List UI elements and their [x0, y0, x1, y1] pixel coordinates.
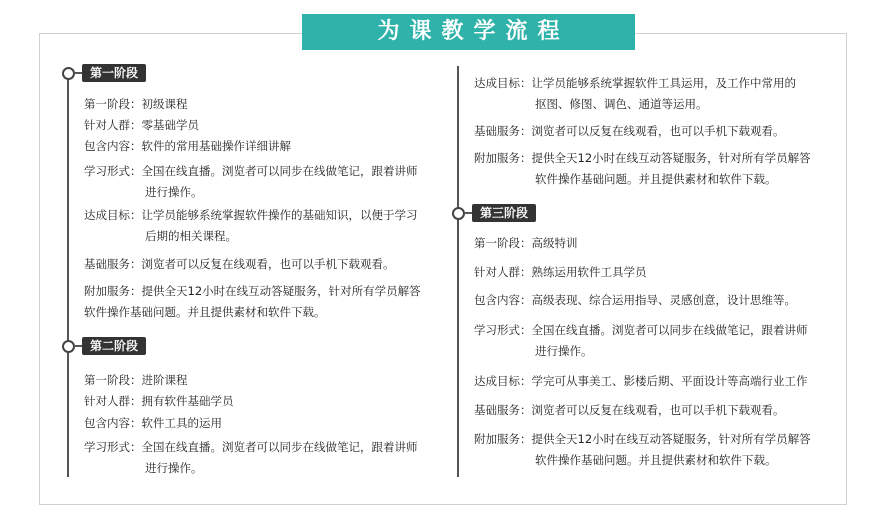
list-item-continuation: 后期的相关课程。	[145, 229, 237, 243]
list-item: 附加服务：提供全天12小时在线互动答疑服务，针对所有学员解答	[474, 151, 811, 165]
list-item: 针对人群：熟练运用软件工具学员	[474, 265, 647, 279]
list-item: 达成目标：让学员能够系统掌握软件工具运用，及工作中常用的	[474, 76, 796, 90]
list-item-continuation: 软件操作基础问题。并且提供素材和软件下载。	[535, 453, 777, 467]
stage1-label: 第一阶段	[82, 64, 146, 82]
list-item: 学习形式：全国在线直播。浏览者可以同步在线做笔记，跟着讲师	[84, 440, 418, 454]
list-item-continuation: 软件操作基础问题。并且提供素材和软件下载。	[84, 305, 326, 319]
list-item: 附加服务：提供全天12小时在线互动答疑服务，针对所有学员解答	[84, 284, 421, 298]
list-item: 第一阶段：进阶课程	[84, 373, 188, 387]
list-item: 第一阶段：高级特训	[474, 236, 578, 250]
list-item-continuation: 抠图、修图、调色、通道等运用。	[535, 97, 708, 111]
list-item-continuation: 进行操作。	[535, 344, 593, 358]
list-item: 基础服务：浏览者可以反复在线观看，也可以手机下载观看。	[474, 403, 785, 417]
list-item: 达成目标：学完可从事美工、影楼后期、平面设计等高端行业工作	[474, 374, 808, 388]
list-item: 达成目标：让学员能够系统掌握软件操作的基础知识，以便于学习	[84, 208, 418, 222]
stage1-connector	[74, 72, 82, 74]
list-item: 包含内容：软件的常用基础操作详细讲解	[84, 139, 291, 153]
list-item: 包含内容：软件工具的运用	[84, 416, 222, 430]
list-item: 针对人群：拥有软件基础学员	[84, 394, 234, 408]
list-item: 附加服务：提供全天12小时在线互动答疑服务，针对所有学员解答	[474, 432, 811, 446]
right-timeline-line	[457, 66, 459, 477]
stage2-connector	[74, 345, 82, 347]
list-item: 第一阶段：初级课程	[84, 97, 188, 111]
list-item: 包含内容：高级表现、综合运用指导、灵感创意，设计思维等。	[474, 293, 796, 307]
page-title: 为课教学流程	[302, 14, 635, 50]
list-item: 针对人群：零基础学员	[84, 118, 199, 132]
list-item: 基础服务：浏览者可以反复在线观看，也可以手机下载观看。	[84, 257, 395, 271]
stage3-label: 第三阶段	[472, 204, 536, 222]
list-item: 学习形式：全国在线直播。浏览者可以同步在线做笔记，跟着讲师	[84, 164, 418, 178]
list-item-continuation: 进行操作。	[145, 185, 203, 199]
stage2-label: 第二阶段	[82, 337, 146, 355]
stage3-connector	[464, 212, 472, 214]
list-item-continuation: 进行操作。	[145, 461, 203, 475]
list-item-continuation: 软件操作基础问题。并且提供素材和软件下载。	[535, 172, 777, 186]
left-timeline-line	[67, 72, 69, 477]
list-item: 学习形式：全国在线直播。浏览者可以同步在线做笔记，跟着讲师	[474, 323, 808, 337]
list-item: 基础服务：浏览者可以反复在线观看，也可以手机下载观看。	[474, 124, 785, 138]
